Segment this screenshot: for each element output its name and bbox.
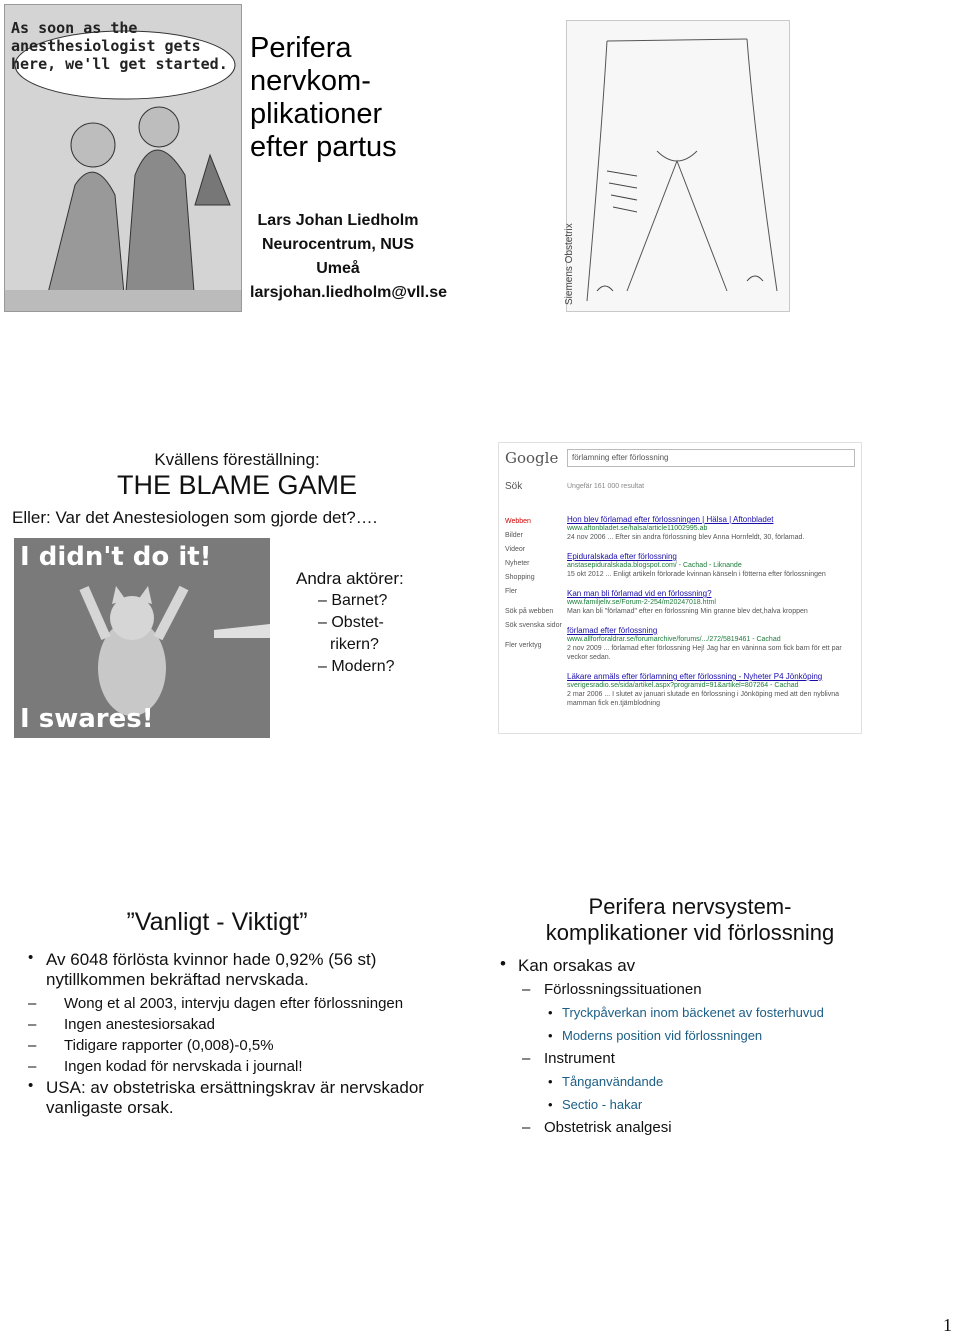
sidebar-item-sok-pa-webben[interactable]: Sök på webben xyxy=(505,608,554,615)
result-title-link[interactable]: Kan man bli förlamad vid en förlossning? xyxy=(567,589,712,598)
slide-title xyxy=(250,32,397,164)
list-item: – Modern? xyxy=(318,658,395,675)
author-email: larsjohan.liedholm@vll.se xyxy=(250,284,447,301)
slide-kicker: Kvällens föreställning: xyxy=(154,450,320,469)
search-result xyxy=(567,552,855,579)
sub-bullet-item: – Wong et al 2003, intervju dagen efter förlossningen xyxy=(28,995,404,1012)
result-url: www.familjeliv.se/Forum-2-254/m20247018.html xyxy=(567,599,716,606)
slide-title: THE BLAME GAME xyxy=(116,470,358,500)
result-url: anstasepiduralskada.blogspot.com/ - Cachad - Liknande xyxy=(567,562,742,569)
bullet-item: • Av 6048 förlösta kvinnor hade 0,92% (56 st) nytillkommen bekräftad nervskada. xyxy=(24,950,424,990)
result-url: sverigesradio.se/sida/artikel.aspx?programid=91&artikel=807264 - Cachad xyxy=(567,682,799,689)
meme-bottom-text: I swares! xyxy=(20,704,154,734)
bullet-item: • Kan orsakas av xyxy=(498,956,898,976)
search-sidebar xyxy=(505,515,563,653)
slide-1 xyxy=(2,2,472,317)
author-dept: Neurocentrum, NUS xyxy=(261,236,415,253)
search-result xyxy=(567,672,855,708)
slide-4 xyxy=(490,440,960,755)
sub-bullet-item: – Ingen anestesiorsakad xyxy=(28,1016,215,1033)
slide-5 xyxy=(2,870,472,1185)
actors-list xyxy=(296,568,404,678)
cat-meme-image xyxy=(14,538,270,738)
actors-heading: Andra aktörer: xyxy=(296,569,404,588)
sub-sub-bullet-item: • Sectio - hakar xyxy=(498,1095,898,1115)
sub-bullet-text: Tidigare rapporter (0,008)-0,5% xyxy=(64,1037,274,1054)
search-heading: Sök xyxy=(505,481,523,492)
title-line: Perifera xyxy=(250,32,352,64)
sub-bullet-item: – Obstetrisk analgesi xyxy=(522,1119,672,1136)
google-search-screenshot xyxy=(498,442,862,734)
search-result xyxy=(567,626,855,662)
sub-bullet-item: – Instrument xyxy=(522,1050,615,1067)
sub-sub-bullet-item: • Moderns position vid förlossningen xyxy=(498,1026,898,1046)
sidebar-item-shopping[interactable]: Shopping xyxy=(505,574,535,581)
sub-bullet-text: Ingen anestesiorsakad xyxy=(64,1016,215,1033)
result-snippet: 2 nov 2009 ... förlamad efter förlossning Hej! Jag har en väninna som fick barn för ett par veckor sedan. xyxy=(567,645,842,661)
slide-title: ”Vanligt - Viktigt” xyxy=(126,908,308,936)
author-block xyxy=(250,209,447,305)
body-sketch-image xyxy=(566,20,790,312)
result-title-link[interactable]: Epiduralskada efter förlossning xyxy=(567,552,677,561)
sub-bullet-text: Ingen kodad för nervskada i journal! xyxy=(64,1058,303,1075)
sidebar-item-fler[interactable]: Fler xyxy=(505,588,518,595)
sketch-drawing xyxy=(567,21,789,311)
google-logo: Google xyxy=(505,449,559,467)
slide-body xyxy=(498,956,898,1141)
slide-title xyxy=(490,894,890,946)
sub-bullet-item: – Förlossningssituationen xyxy=(522,981,702,998)
cartoon-caption: As soon as the anesthesiologist gets here, we'll get started. xyxy=(11,19,228,73)
author-city: Umeå xyxy=(316,260,360,277)
result-title-link[interactable]: Hon blev förlamad efter förlossningen | Hälsa | Aftonbladet xyxy=(567,515,774,524)
sidebar-item-nyheter[interactable]: Nyheter xyxy=(505,560,530,567)
result-snippet: 2 mar 2006 ... I slutet av januari slutade en förlossning i Jönköping med att den nyblivna mamman fick en.tjämblodning xyxy=(567,691,839,707)
sidebar-item-sok-svenska[interactable]: Sök svenska sidor xyxy=(505,622,562,629)
result-snippet: 15 okt 2012 ... Enligt artikeln förlorade kvinnan känseln i fötterna efter förlossningen xyxy=(567,571,826,578)
sub-bullet-text: Instrument xyxy=(544,1050,615,1067)
sub-bullet-item: – Tidigare rapporter (0,008)-0,5% xyxy=(28,1037,274,1054)
sub-bullet-item: – Ingen kodad för nervskada i journal! xyxy=(28,1058,303,1075)
search-input[interactable]: förlamning efter förlossning xyxy=(567,449,855,467)
title-line: efter partus xyxy=(250,131,397,163)
slide-subtitle: Eller: Var det Anestesiologen som gjorde det?…. xyxy=(12,508,378,527)
list-item: – Barnet? xyxy=(318,592,388,609)
result-url: www.allforforaldrar.se/forumarchive/forums/.../272/5819461 - Cachad xyxy=(567,636,781,643)
sub-sub-bullet-item: • Tånganvändande xyxy=(498,1072,898,1092)
sub-bullet-text: Wong et al 2003, intervju dagen efter förlossningen xyxy=(64,995,404,1012)
sidebar-item-fler-verktyg[interactable]: Fler verktyg xyxy=(505,642,542,649)
title-line: komplikationer vid förlossning xyxy=(545,920,835,945)
sidebar-item-bilder[interactable]: Bilder xyxy=(505,532,523,539)
list-item-text: Modern? xyxy=(331,658,395,675)
sidebar-item-webben[interactable]: Webben xyxy=(505,518,531,525)
sub-bullet-text: Förlossningssituationen xyxy=(544,981,702,998)
meme-top-text: I didn't do it! xyxy=(20,542,212,572)
result-url: www.aftonbladet.se/halsa/article11002995.ab xyxy=(567,525,708,532)
result-count: Ungefär 161 000 resultat xyxy=(567,483,645,490)
search-results xyxy=(567,515,855,718)
title-line: Perifera nervsystem- xyxy=(588,894,792,919)
sketch-label: Siemens Obstetrix xyxy=(564,223,575,305)
sub-sub-bullet-item: • Tryckpåverkan inom bäckenet av fosterhuvud xyxy=(498,1003,898,1023)
slide-3 xyxy=(2,440,472,755)
cartoon-image xyxy=(4,4,242,312)
search-result xyxy=(567,515,855,542)
bullet-item: • USA: av obstetriska ersättningskrav är nervskador vanligaste orsak. xyxy=(24,1078,424,1118)
list-item-continuation: rikern? xyxy=(330,636,379,653)
result-title-link[interactable]: förlamad efter förlossning xyxy=(567,626,658,635)
slide-2 xyxy=(490,2,960,317)
result-snippet: 24 nov 2006 ... Efter sin andra förlossning blev Anna Hornfeldt, 30, förlamad. xyxy=(567,534,805,541)
result-snippet: Man kan bli "förlamad" efter en förlossning Min granne blev det,halva kroppen xyxy=(567,608,808,615)
list-item: – Obstet- xyxy=(318,614,384,631)
sub-bullet-text: Obstetrisk analgesi xyxy=(544,1119,672,1136)
list-item-text: Obstet- xyxy=(331,614,384,631)
search-result xyxy=(567,589,855,616)
title-line: nervkom- xyxy=(250,65,371,97)
author-name: Lars Johan Liedholm xyxy=(257,212,419,229)
list-item-text: Barnet? xyxy=(331,592,388,609)
slide-body xyxy=(24,950,424,1122)
page-number: 1 xyxy=(943,1315,952,1335)
slide-6 xyxy=(490,870,960,1185)
sidebar-item-videor[interactable]: Videor xyxy=(505,546,526,553)
title-line: plikationer xyxy=(250,98,383,130)
result-title-link[interactable]: Läkare anmäls efter förlamning efter förlossning - Nyheter P4 Jönköping xyxy=(567,672,823,681)
